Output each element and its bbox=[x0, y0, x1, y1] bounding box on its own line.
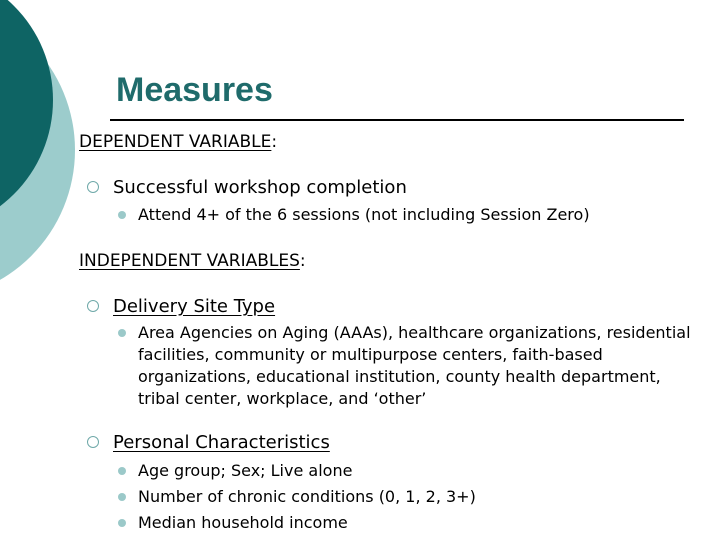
personal-characteristics-item bbox=[80, 431, 330, 455]
filled-circle-bullet-icon bbox=[118, 493, 126, 501]
filled-circle-bullet-icon bbox=[118, 519, 126, 527]
hollow-circle-bullet-icon bbox=[87, 181, 99, 193]
independent-heading-text: INDEPENDENT VARIABLES bbox=[79, 251, 300, 271]
hollow-circle-bullet-icon bbox=[87, 300, 99, 312]
personal-subitem-chronic-text: Number of chronic conditions (0, 1, 2, 3+) bbox=[138, 487, 476, 506]
dependent-item-label: Successful workshop completion bbox=[113, 177, 407, 198]
title-divider bbox=[110, 119, 684, 121]
personal-characteristics-label: Personal Characteristics bbox=[113, 432, 330, 453]
personal-subitem-age-text: Age group; Sex; Live alone bbox=[138, 461, 353, 480]
decorative-circles-graphic bbox=[0, 0, 90, 300]
delivery-site-description: Area Agencies on Aging (AAAs), healthcare organizations, residential facilities, community or multipurpose centers, faith-based organizations, educational institution, county health department, tribal center, workplace, and ‘other’ bbox=[138, 323, 691, 408]
slide-title: Measures bbox=[116, 71, 273, 109]
filled-circle-bullet-icon bbox=[118, 467, 126, 475]
independent-variables-heading: INDEPENDENT VARIABLES: bbox=[79, 251, 306, 271]
dependent-subitem-text: Attend 4+ of the 6 sessions (not including Session Zero) bbox=[138, 205, 590, 224]
hollow-circle-bullet-icon bbox=[87, 436, 99, 448]
personal-subitem-income-text: Median household income bbox=[138, 513, 348, 532]
delivery-site-item bbox=[80, 295, 275, 319]
dependent-item bbox=[80, 176, 407, 200]
dependent-heading-text: DEPENDENT VARIABLE bbox=[79, 132, 272, 152]
filled-circle-bullet-icon bbox=[118, 211, 126, 219]
dependent-variable-heading: DEPENDENT VARIABLE: bbox=[79, 132, 278, 152]
filled-circle-bullet-icon bbox=[118, 329, 126, 337]
delivery-site-label: Delivery Site Type bbox=[113, 296, 276, 317]
decorative-circles bbox=[0, 0, 90, 300]
